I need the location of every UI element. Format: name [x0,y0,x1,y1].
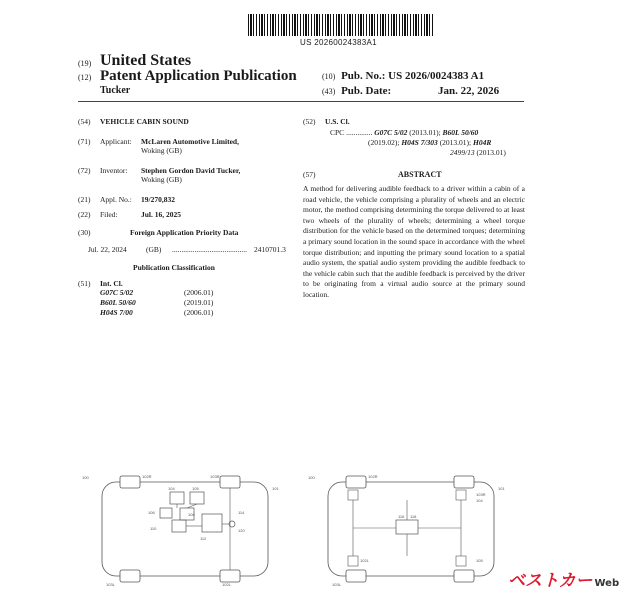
wheel-icon [454,570,474,582]
country-code: (19) [78,59,92,68]
intcl-version: (2019.01) [184,298,214,307]
ref-label: 104 [168,486,175,491]
applicant-location: Woking (GB) [141,146,182,155]
ref-label: 114 [238,510,245,515]
uscl-label: U.S. Cl. [325,117,350,126]
intcl-row [100,298,270,308]
pub-no-label: Pub. No.: [341,70,386,82]
ref-label: 102R [142,474,152,479]
ref-label: 102L [360,558,369,563]
foreign-title: Foreign Application Priority Data [130,228,239,237]
wheel-icon [346,476,366,488]
inventor-full-name: Stephen Gordon David Tucker, [141,166,241,175]
inventor-location: Woking (GB) [141,175,182,184]
cpc-label: CPC [330,128,345,137]
appl-number: 19/270,832 [141,195,175,204]
pub-type: Patent Application Publication [100,68,297,84]
ref-label: 116 [398,514,405,519]
pub-date-row [322,85,391,97]
ref-label: 120 [238,528,245,533]
cpc-code: B60L 50/60 [442,128,479,137]
wheel-icon [220,570,240,582]
wheel-icon [454,476,474,488]
title-code: (54) [78,117,91,126]
ref-label: 105 [192,486,199,491]
ref-label: 103L [332,582,341,587]
cpc-version: (2013.01) [474,148,506,157]
intcl-code-value: G07C 5/02 [100,288,134,297]
ref-label: 100 [82,475,89,480]
foreign-dots: ........................................ [172,245,247,254]
intcl-row [100,308,270,318]
cpc-code: H04S 7/303 [401,138,438,147]
cpc-version: (2013.01); [407,128,443,137]
wheel-icon [346,570,366,582]
ref-label: 105 [476,558,483,563]
ref-label: 103L [106,582,115,587]
wheel-icon [120,476,140,488]
ref-label: 103R [476,492,486,497]
pub-no-code: (10) [322,72,336,81]
header-rule [78,101,524,102]
pub-number-row [322,70,484,82]
ref-label: 101 [498,486,505,491]
ref-label: 118 [410,514,417,519]
foreign-country: (GB) [146,245,162,254]
abstract-code: (57) [303,170,316,179]
foreign-date: Jul. 22, 2024 [88,245,127,254]
pubclass-title: Publication Classification [133,263,215,272]
ref-label: 103R [210,474,220,479]
filed-date: Jul. 16, 2025 [141,210,182,219]
filed-code: (22) [78,210,91,219]
pub-date-code: (43) [322,87,336,96]
watermark-logo [508,566,619,591]
intcl-row [100,288,270,298]
intcl-version: (2006.01) [184,308,214,317]
cpc-line-1 [330,128,478,137]
ref-label: 108 [188,512,195,517]
abstract-title: ABSTRACT [398,170,442,179]
pub-date: Jan. 22, 2026 [438,85,500,97]
watermark-suffix: Web [594,578,619,589]
intcl-list [100,288,270,318]
foreign-code: (30) [78,228,91,237]
uscl-code: (52) [303,117,316,126]
filed-label: Filed: [100,210,118,219]
applicant-label: Applicant: [100,137,132,146]
applicant-name: McLaren Automotive Limited, [141,137,239,146]
country: United States [100,52,192,69]
ref-label: 104 [476,498,483,503]
foreign-number: 2410701.3 [254,245,286,254]
appl-label: Appl. No.: [100,195,132,204]
cpc-line-3 [450,148,506,157]
intcl-label: Int. Cl. [100,279,123,288]
patent-title: VEHICLE CABIN SOUND [100,117,189,126]
intcl-code-value: H04S 7/00 [100,308,133,317]
cpc-code: G07C 5/02 [374,128,408,137]
cpc-version: (2013.01); [437,138,474,147]
watermark-text: ベストカー [508,571,593,591]
intcl-version: (2006.01) [184,288,214,297]
ref-label: 110 [150,526,157,531]
figure-2 [306,470,521,588]
intcl-code-value: B60L 50/60 [100,298,136,307]
appl-code: (21) [78,195,91,204]
ref-label: 102L [222,582,231,587]
abstract-text: A method for delivering audible feedback to a driver within a cabin of a road vehicle, the vehicle comprising a plurality of wheels and an electric motor, the method comprising determining the torque delivered to at least two wheels of the plurality of wheels; determining a wheel torque distribution for the vehicle based on the determined torques; determining a primary sound location in the sound space in accordance with the wheel torque distribution; and inputting the primary sound location to a spatial audio system, the spatial audio system providing the audible feedback to the vehicle cabin such that the audible feedback is perceived by the driver to be originating from a virtual audio source at the primary sound location. [303,184,525,299]
figure-1 [80,470,295,588]
header-inventor: Tucker [100,85,131,96]
ref-label: 106 [148,510,155,515]
intcl-code: (51) [78,279,91,288]
cpc-version: (2019.02); [368,138,402,147]
cpc-code: 2499/13 [450,148,475,157]
inventor-label: Inventor: [100,166,128,175]
wheel-icon [120,570,140,582]
applicant-code: (71) [78,137,91,146]
pub-no: US 2026/0024383 A1 [388,70,485,82]
cpc-dots: .............. [346,128,373,137]
barcode-number: US 20260024383A1 [300,38,377,47]
barcode [248,14,434,36]
ref-label: 101 [272,486,279,491]
wheel-icon [220,476,240,488]
cpc-code: H04R [473,138,492,147]
ref-label: 102R [368,474,378,479]
pub-date-label: Pub. Date: [341,85,392,97]
cpc-line-2 [368,138,491,147]
inventor-code: (72) [78,166,91,175]
ref-label: 112 [200,536,207,541]
pub-type-code: (12) [78,73,92,82]
ref-label: 100 [308,475,315,480]
